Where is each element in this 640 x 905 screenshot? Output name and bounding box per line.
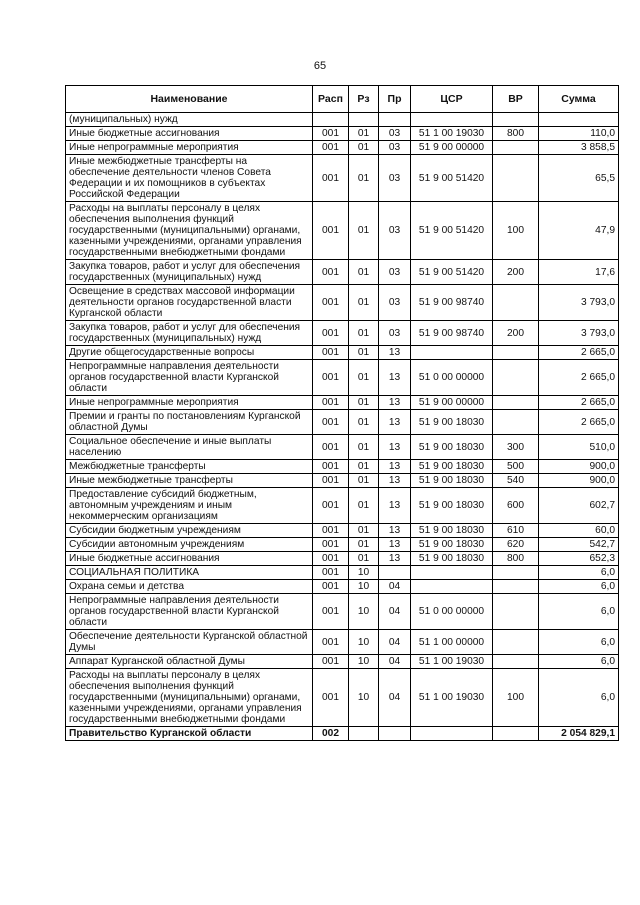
row-csr: 51 9 00 98740	[411, 321, 493, 346]
row-csr: 51 0 00 00000	[411, 360, 493, 396]
row-vr	[493, 410, 539, 435]
row-name: Аппарат Курганской областной Думы	[66, 655, 313, 669]
row-name: Иные бюджетные ассигнования	[66, 127, 313, 141]
row-pr	[379, 566, 411, 580]
table-row	[66, 155, 619, 202]
row-pr: 04	[379, 594, 411, 630]
row-rasp: 001	[313, 580, 349, 594]
row-csr: 51 0 00 00000	[411, 594, 493, 630]
header-csr: ЦСР	[411, 86, 493, 113]
row-sum: 110,0	[539, 127, 619, 141]
row-sum: 2 665,0	[539, 360, 619, 396]
row-sum: 2 665,0	[539, 410, 619, 435]
row-rasp: 001	[313, 594, 349, 630]
row-vr: 200	[493, 321, 539, 346]
row-rz: 01	[349, 488, 379, 524]
row-vr: 620	[493, 538, 539, 552]
row-name: Правительство Курганской области	[66, 727, 313, 741]
row-csr: 51 9 00 18030	[411, 410, 493, 435]
row-rz	[349, 727, 379, 741]
row-vr	[493, 346, 539, 360]
row-pr: 13	[379, 346, 411, 360]
row-vr	[493, 285, 539, 321]
row-name: Расходы на выплаты персоналу в целях обеспечения выполнения функций государственными (муниципальными) органами, казенными учреждениями, органами управления государственными внебюджетными фондами	[66, 669, 313, 727]
row-name: Премии и гранты по постановлениям Курганской областной Думы	[66, 410, 313, 435]
row-rasp	[313, 113, 349, 127]
row-pr: 03	[379, 285, 411, 321]
row-rasp: 001	[313, 488, 349, 524]
table-row	[66, 488, 619, 524]
row-rz: 01	[349, 435, 379, 460]
row-rasp: 001	[313, 410, 349, 435]
row-rasp: 001	[313, 566, 349, 580]
row-rz: 01	[349, 127, 379, 141]
row-csr: 51 9 00 51420	[411, 202, 493, 260]
row-name: Охрана семьи и детства	[66, 580, 313, 594]
row-rz: 01	[349, 524, 379, 538]
row-name: Субсидии автономным учреждениям	[66, 538, 313, 552]
row-csr: 51 9 00 18030	[411, 474, 493, 488]
row-rz: 01	[349, 396, 379, 410]
row-pr: 13	[379, 552, 411, 566]
row-name: СОЦИАЛЬНАЯ ПОЛИТИКА	[66, 566, 313, 580]
budget-table	[65, 85, 619, 741]
row-csr: 51 9 00 51420	[411, 260, 493, 285]
row-csr: 51 9 00 51420	[411, 155, 493, 202]
row-rasp: 001	[313, 285, 349, 321]
row-csr: 51 1 00 19030	[411, 655, 493, 669]
row-name: Непрограммные направления деятельности органов государственной власти Курганской области	[66, 360, 313, 396]
row-rz	[349, 113, 379, 127]
row-name: Социальное обеспечение и иные выплаты населению	[66, 435, 313, 460]
row-rasp: 001	[313, 474, 349, 488]
row-rz: 01	[349, 202, 379, 260]
row-csr: 51 1 00 00000	[411, 630, 493, 655]
row-vr: 100	[493, 669, 539, 727]
row-rz: 10	[349, 630, 379, 655]
row-name: (муниципальных) нужд	[66, 113, 313, 127]
table-row	[66, 141, 619, 155]
row-csr: 51 9 00 18030	[411, 552, 493, 566]
row-rz: 01	[349, 155, 379, 202]
row-sum: 3 793,0	[539, 321, 619, 346]
row-csr: 51 9 00 00000	[411, 141, 493, 155]
row-vr: 500	[493, 460, 539, 474]
row-rasp: 001	[313, 460, 349, 474]
row-vr: 300	[493, 435, 539, 460]
row-sum: 6,0	[539, 655, 619, 669]
row-csr	[411, 113, 493, 127]
row-rasp: 001	[313, 155, 349, 202]
row-pr	[379, 113, 411, 127]
row-vr	[493, 580, 539, 594]
table-row	[66, 594, 619, 630]
row-vr	[493, 396, 539, 410]
row-vr	[493, 141, 539, 155]
row-rasp: 001	[313, 202, 349, 260]
row-vr: 610	[493, 524, 539, 538]
table-row	[66, 321, 619, 346]
row-pr: 04	[379, 669, 411, 727]
row-name: Обеспечение деятельности Курганской областной Думы	[66, 630, 313, 655]
row-rz: 01	[349, 321, 379, 346]
row-sum: 6,0	[539, 580, 619, 594]
header-pr: Пр	[379, 86, 411, 113]
row-sum: 6,0	[539, 566, 619, 580]
header-sum: Сумма	[539, 86, 619, 113]
row-vr	[493, 113, 539, 127]
row-pr: 13	[379, 396, 411, 410]
table-row	[66, 113, 619, 127]
row-pr: 03	[379, 141, 411, 155]
row-vr: 800	[493, 552, 539, 566]
row-vr: 200	[493, 260, 539, 285]
table-row	[66, 410, 619, 435]
row-rz: 01	[349, 460, 379, 474]
table-row	[66, 655, 619, 669]
row-vr	[493, 594, 539, 630]
row-vr	[493, 655, 539, 669]
row-name: Субсидии бюджетным учреждениям	[66, 524, 313, 538]
row-pr: 04	[379, 655, 411, 669]
row-rz: 10	[349, 594, 379, 630]
row-pr	[379, 727, 411, 741]
row-sum: 6,0	[539, 630, 619, 655]
row-csr: 51 1 00 19030	[411, 127, 493, 141]
row-pr: 13	[379, 524, 411, 538]
row-pr: 03	[379, 127, 411, 141]
row-pr: 03	[379, 155, 411, 202]
row-vr: 800	[493, 127, 539, 141]
header-rasp: Расп	[313, 86, 349, 113]
row-rasp: 001	[313, 552, 349, 566]
row-vr: 100	[493, 202, 539, 260]
row-sum: 652,3	[539, 552, 619, 566]
row-rasp: 001	[313, 524, 349, 538]
row-name: Иные непрограммные мероприятия	[66, 396, 313, 410]
row-sum	[539, 113, 619, 127]
row-pr: 13	[379, 474, 411, 488]
row-rasp: 001	[313, 396, 349, 410]
row-name: Иные межбюджетные трансферты	[66, 474, 313, 488]
row-vr	[493, 360, 539, 396]
table-row	[66, 538, 619, 552]
row-sum: 510,0	[539, 435, 619, 460]
table-row	[66, 460, 619, 474]
row-name: Иные бюджетные ассигнования	[66, 552, 313, 566]
row-rasp: 001	[313, 360, 349, 396]
row-vr	[493, 727, 539, 741]
row-rz: 01	[349, 285, 379, 321]
row-pr: 04	[379, 580, 411, 594]
table-row	[66, 630, 619, 655]
table-row	[66, 285, 619, 321]
table-row	[66, 127, 619, 141]
row-sum: 542,7	[539, 538, 619, 552]
header-vr: ВР	[493, 86, 539, 113]
row-name: Закупка товаров, работ и услуг для обеспечения государственных (муниципальных) нужд	[66, 260, 313, 285]
row-rasp: 001	[313, 260, 349, 285]
table-row	[66, 524, 619, 538]
row-sum: 900,0	[539, 474, 619, 488]
table-row	[66, 727, 619, 741]
row-rz: 10	[349, 669, 379, 727]
row-sum: 900,0	[539, 460, 619, 474]
table-row	[66, 669, 619, 727]
row-sum: 60,0	[539, 524, 619, 538]
row-pr: 13	[379, 538, 411, 552]
row-sum: 65,5	[539, 155, 619, 202]
row-csr	[411, 727, 493, 741]
row-vr: 600	[493, 488, 539, 524]
row-pr: 13	[379, 488, 411, 524]
row-name: Иные непрограммные мероприятия	[66, 141, 313, 155]
table-body	[66, 113, 619, 741]
row-rasp: 002	[313, 727, 349, 741]
row-name: Закупка товаров, работ и услуг для обеспечения государственных (муниципальных) нужд	[66, 321, 313, 346]
row-rz: 01	[349, 474, 379, 488]
table-row	[66, 580, 619, 594]
row-vr	[493, 566, 539, 580]
row-pr: 03	[379, 202, 411, 260]
table-row	[66, 260, 619, 285]
row-csr: 51 9 00 18030	[411, 524, 493, 538]
row-name: Расходы на выплаты персоналу в целях обеспечения выполнения функций государственными (муниципальными) органами, казенными учреждениями, органами управления государственными внебюджетными фондами	[66, 202, 313, 260]
row-csr: 51 9 00 18030	[411, 435, 493, 460]
row-rz: 01	[349, 260, 379, 285]
row-pr: 04	[379, 630, 411, 655]
row-sum: 602,7	[539, 488, 619, 524]
row-csr: 51 9 00 00000	[411, 396, 493, 410]
row-name: Иные межбюджетные трансферты на обеспечение деятельности членов Совета Федерации и их помощников в субъектах Российской Федерации	[66, 155, 313, 202]
row-rz: 01	[349, 141, 379, 155]
row-rz: 01	[349, 538, 379, 552]
row-rasp: 001	[313, 435, 349, 460]
table-row	[66, 346, 619, 360]
row-rz: 10	[349, 566, 379, 580]
page-number: 65	[313, 60, 327, 72]
row-sum: 6,0	[539, 594, 619, 630]
row-rasp: 001	[313, 655, 349, 669]
row-name: Непрограммные направления деятельности органов государственной власти Курганской области	[66, 594, 313, 630]
row-sum: 2 665,0	[539, 346, 619, 360]
row-name: Межбюджетные трансферты	[66, 460, 313, 474]
row-vr	[493, 630, 539, 655]
row-csr: 51 9 00 18030	[411, 538, 493, 552]
row-sum: 3 858,5	[539, 141, 619, 155]
row-sum: 3 793,0	[539, 285, 619, 321]
table-row	[66, 552, 619, 566]
row-pr: 13	[379, 435, 411, 460]
row-rz: 01	[349, 346, 379, 360]
row-sum: 47,9	[539, 202, 619, 260]
row-rz: 10	[349, 655, 379, 669]
row-sum: 2 054 829,1	[539, 727, 619, 741]
row-rz: 01	[349, 410, 379, 435]
row-csr: 51 9 00 98740	[411, 285, 493, 321]
row-name: Другие общегосударственные вопросы	[66, 346, 313, 360]
row-rasp: 001	[313, 346, 349, 360]
row-rasp: 001	[313, 127, 349, 141]
row-rasp: 001	[313, 630, 349, 655]
row-rasp: 001	[313, 141, 349, 155]
row-rasp: 001	[313, 321, 349, 346]
row-vr: 540	[493, 474, 539, 488]
row-name: Освещение в средствах массовой информации деятельности органов государственной власти Курганской области	[66, 285, 313, 321]
header-name: Наименование	[66, 86, 313, 113]
row-rz: 10	[349, 580, 379, 594]
row-sum: 17,6	[539, 260, 619, 285]
table-row	[66, 202, 619, 260]
row-pr: 03	[379, 321, 411, 346]
row-pr: 13	[379, 460, 411, 474]
row-csr: 51 9 00 18030	[411, 488, 493, 524]
table-row	[66, 396, 619, 410]
header-rz: Рз	[349, 86, 379, 113]
row-vr	[493, 155, 539, 202]
row-csr	[411, 580, 493, 594]
row-pr: 13	[379, 410, 411, 435]
table-row	[66, 435, 619, 460]
row-csr: 51 1 00 19030	[411, 669, 493, 727]
row-name: Предоставление субсидий бюджетным, автономным учреждениям и иным некоммерческим организациям	[66, 488, 313, 524]
table-header-row	[66, 86, 619, 113]
table-row	[66, 566, 619, 580]
table-row	[66, 474, 619, 488]
row-sum: 2 665,0	[539, 396, 619, 410]
table-row	[66, 360, 619, 396]
row-csr	[411, 566, 493, 580]
row-pr: 13	[379, 360, 411, 396]
row-csr: 51 9 00 18030	[411, 460, 493, 474]
row-rasp: 001	[313, 538, 349, 552]
row-rz: 01	[349, 360, 379, 396]
row-rz: 01	[349, 552, 379, 566]
row-rasp: 001	[313, 669, 349, 727]
row-pr: 03	[379, 260, 411, 285]
row-sum: 6,0	[539, 669, 619, 727]
row-csr	[411, 346, 493, 360]
